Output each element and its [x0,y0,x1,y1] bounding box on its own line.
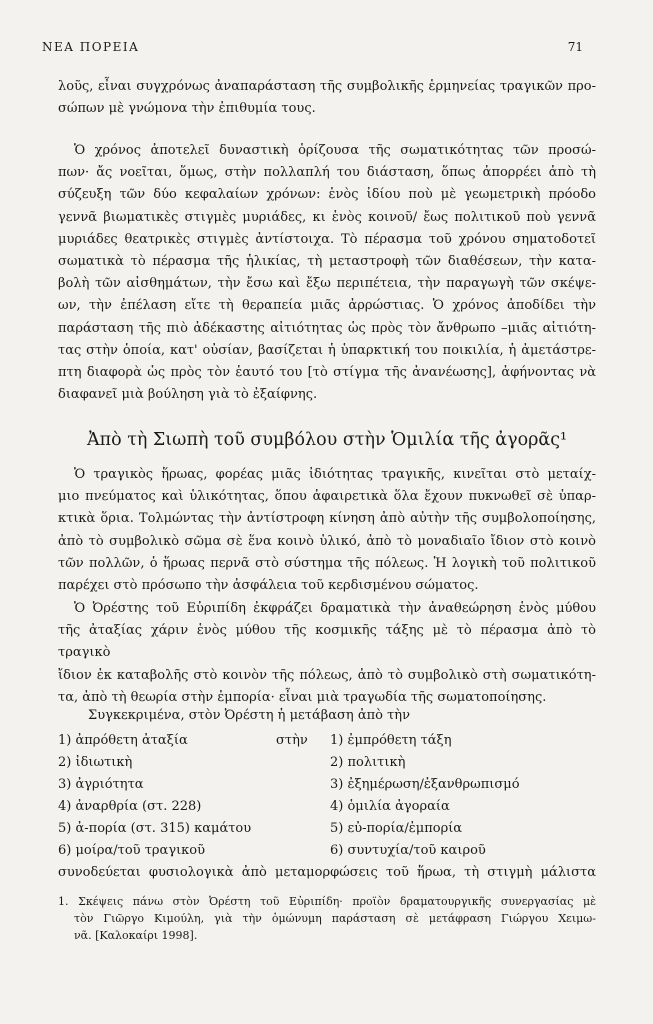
transition-list [58,730,596,884]
list-outro: συνοδεύεται φυσιολογικὰ ἀπὸ μεταμορφώσεις τοῦ ἥρωα, τὴ στιγμὴ μάλιστα [58,865,596,880]
paragraph-2 [58,140,596,406]
list-left-item: 3) ἀγριότητα [58,777,144,792]
running-title: ΝΕΑ ΠΟΡΕΙΑ [42,40,140,54]
list-right-item: 6) συντυχία/τοῦ καιροῦ [330,843,486,858]
list-outro-row [58,862,596,884]
section-title: Ἀπὸ τὴ Σιωπὴ τοῦ συμβόλου στὴν Ὁμιλία τῆς ἀγορᾶς¹ [86,430,568,450]
footnote [58,893,596,944]
text-line: τα, ἀπὸ τὴ θεωρία στὴν ἐμπορία· εἶναι μιὰ τραγωδία τῆς σωματοποίησης. [58,689,547,705]
footnote-line: 1. Σκέψεις πάνω στὸν Ὀρέστη τοῦ Εὐριπίδη· προϊὸν δραματουργικῆς συνεργασίας μὲ [58,895,596,908]
list-right-item: 4) ὁμιλία ἀγοραία [330,799,450,814]
list-row [58,840,596,862]
text-line: μιο πνεύματος καὶ ὑλικότητας, ὅπου ἀφαιρετικὰ ὅλα ἔχουν πυκνωθεῖ σὲ ὑπαρ- [58,489,596,505]
list-row [58,796,596,818]
text-line: τῆς ἀταξίας χάριν ἑνὸς μύθου τῆς κοσμικῆς τάξης μὲ τὸ πέρασμα ἀπὸ τὸ τραγικὸ [58,623,596,661]
text-line: ων, τὴν ἐπέλαση εἴτε τὴ θεραπεία μιᾶς ἀρρώστιας. Ὁ χρόνος ἀποδίδει τὴν [58,298,596,314]
text-line: κτικὰ ὅρια. Τολμώντας τὴν ἀντίστροφη κίνηση ἀπὸ αὐτὴν τῆς συμβολοποίησης, [58,511,596,527]
list-left-item: 4) ἀναρθρία (στ. 228) [58,799,202,814]
running-header [42,40,583,58]
list-left-item: 6) μοίρα/τοῦ τραγικοῦ [58,843,206,858]
list-right-item: 1) ἐμπρόθετη τάξη [330,733,452,748]
text-line: διαφανεῖ μιὰ βούληση γιὰ τὸ ἐξαίφνης. [58,387,318,403]
list-right-item: 2) πολιτικὴ [330,755,406,770]
list-row [58,730,596,752]
list-intro: Συγκεκριμένα, στὸν Ὀρέστη ἡ μετάβαση ἀπὸ τὴν [88,708,410,723]
list-connector: στὴν [276,733,308,748]
text-line: Ὁ χρόνος ἀποτελεῖ δυναστικὴ ὁρίζουσα τῆς σωματικότητας τῶν προσώ- [74,143,596,158]
footnote-line: νᾶ. [Καλοκαίρι 1998]. [74,929,198,942]
text-line: ἀπὸ τὸ συμβολικὸ σῶμα σὲ ἕνα κοινὸ ὑλικό, ἀπὸ τὸ μοναδιαῖο ἴδιον στὸ κοινὸ [58,533,596,549]
paragraph-1 [58,76,596,120]
text-line: βολὴ τῶν αἰσθημάτων, τὴν ἔσω καὶ ἔξω περιπέτεια, τὴν παραγωγὴ τῶν σκέψε- [58,276,596,292]
text-line: τας στὴν ὁποία, κατ' οὐσίαν, βασίζεται ἡ ὑπαρκτική του ποικιλία, ἡ ἀμετάστρε- [58,342,596,358]
list-left-item: 2) ἰδιωτικὴ [58,755,133,770]
text-line: Ὁ τραγικὸς ἥρωας, φορέας μιᾶς ἰδιότητας τραγικῆς, κινεῖται στὸ μεταίχ- [74,467,596,482]
text-line: σώπων μὲ γνώμονα τὴν ἐπιθυμία τους. [58,101,316,117]
text-line: πτη διαφορὰ ὡς πρὸς τὸν ἑαυτό του [τὸ στίγμα τῆς ἀνανέωσης], ἀφήνοντας νὰ [58,365,596,381]
list-row [58,752,596,774]
list-left-item: 1) ἀπρόθετη ἀταξία [58,733,188,748]
list-left-item: 5) ἀ-πορία (στ. 315) καμάτου [58,821,252,836]
text-line: παράσταση τῆς πιὸ ἀδέκαστης αἰτιότητας ὡς πρὸς τὸν ἄνθρωπο –μιᾶς αἰτιότη- [58,320,596,336]
list-row [58,774,596,796]
text-line: σύζευξη τῶν δύο κεφαλαίων χρόνων: ἑνὸς ἰδίου ποὺ μὲ γεωμετρικὴ πρόοδο [58,187,596,203]
list-right-item: 3) ἐξημέρωση/ἐξανθρωπισμό [330,777,520,792]
text-line: μυριάδες θεατρικὲς στιγμὲς ἀντίστοιχα. Τὸ πέρασμα τοῦ χρόνου σηματοδοτεῖ [58,231,596,247]
paragraph-4 [58,598,596,709]
text-line: ἴδιον ἐκ καταβολῆς στὸ κοινὸν τῆς πόλεως, ἀπὸ τὸ συμβολικὸ στὴ σωματικότη- [58,667,596,683]
list-row [58,818,596,840]
text-line: παρέχει στὸ πρόσωπο τὴν ἀσφάλεια τοῦ κερδισμένου σώματος. [58,578,479,594]
text-line: σωματικὰ τὸ πέρασμα τῆς ἡλικίας, τὴ μεταστροφὴ τῶν διαθέσεων, τὴν κατα- [58,254,596,270]
text-line: Ὁ Ὀρέστης τοῦ Εὐριπίδη ἐκφράζει δραματικὰ τὴν ἀναθεώρηση ἑνὸς μύθου [74,601,596,616]
footnote-line: τὸν Γιῶργο Κιμούλη, γιὰ τὴν ὁμώνυμη παράσταση σὲ μετάφραση Γιώργου Χειμω- [74,912,596,925]
text-line: τῶν πολλῶν, ὁ ἥρωας περνᾶ στὸ σύστημα τῆς πόλεως. Ἡ λογικὴ τοῦ πολιτικοῦ [58,555,596,571]
text-line: λοῦς, εἶναι συγχρόνως ἀναπαράσταση τῆς συμβολικῆς ἑρμηνείας τραγικῶν προ- [58,79,596,94]
list-right-item: 5) εὐ-πορία/ἐμπορία [330,821,463,836]
text-line: πων· ἄς νοεῖται, ὅμως, στὴν πολλαπλή του διάσταση, ὅπως ἀπορρέει ἀπὸ τὴ [58,165,596,181]
text-line: γεννᾶ βιωματικὲς στιγμὲς μυριάδες, κι ἑνὸς κοινοῦ/ ἔως πολιτικοῦ ποὺ γεννᾶ [58,209,596,225]
page-number: 71 [567,40,583,54]
paragraph-3 [58,464,596,597]
